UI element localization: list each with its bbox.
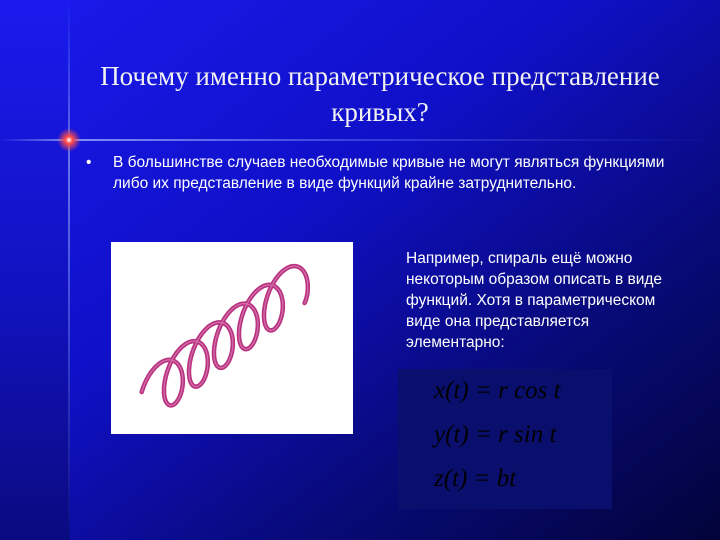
formula-z: z(t) = bt [434,465,517,492]
formula-y: y(t) = r sin t [434,421,557,448]
spiral-helix-icon [111,242,353,434]
bullet-marker: • [86,154,92,171]
formula-x: x(t) = r cos t [434,377,561,404]
example-text: Например, спираль ещё можно некоторым образом описать в виде функций. Хотя в параметрическом виде она представляется элементарно: [406,250,663,351]
spiral-image [111,242,353,434]
slide-title: Почему именно параметрическое представление кривых? [100,61,660,127]
vertical-decor-line [68,0,70,540]
formula-block [398,369,612,509]
bullet-text: В большинстве случаев необходимые кривые не могут являться функциями либо их представление в виде функций крайне затруднительно. [113,154,665,192]
helix-coil [142,266,308,405]
left-decor-band [0,0,70,540]
horizontal-decor-line [0,139,720,141]
star-sparkle-icon [55,126,83,154]
